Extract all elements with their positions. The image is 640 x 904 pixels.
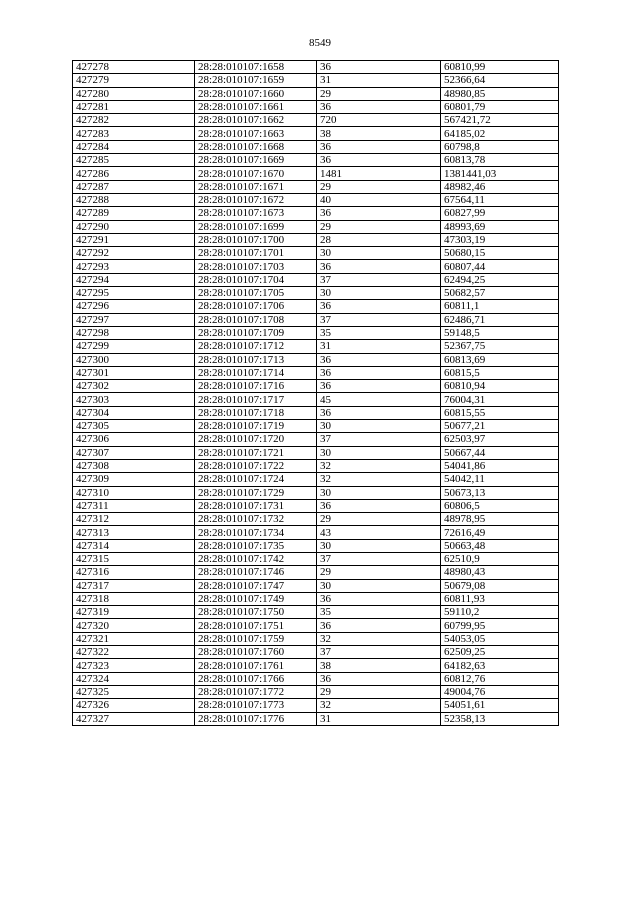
cadastral-number-cell: 28:28:010107:1704 — [195, 273, 317, 286]
value-cell: 64182,63 — [441, 659, 559, 672]
cadastral-number-cell: 28:28:010107:1729 — [195, 486, 317, 499]
row-number-cell: 427298 — [73, 326, 195, 339]
area-cell: 36 — [317, 619, 441, 632]
area-cell: 36 — [317, 366, 441, 379]
row-number-cell: 427309 — [73, 473, 195, 486]
cadastral-number-cell: 28:28:010107:1751 — [195, 619, 317, 632]
area-cell: 37 — [317, 433, 441, 446]
value-cell: 60801,79 — [441, 100, 559, 113]
cadastral-number-cell: 28:28:010107:1662 — [195, 114, 317, 127]
value-cell: 60806,5 — [441, 499, 559, 512]
row-number-cell: 427293 — [73, 260, 195, 273]
row-number-cell: 427319 — [73, 606, 195, 619]
table-row — [73, 326, 559, 339]
row-number-cell: 427288 — [73, 193, 195, 206]
value-cell: 76004,31 — [441, 393, 559, 406]
table-row — [73, 300, 559, 313]
table-row — [73, 499, 559, 512]
value-cell: 47303,19 — [441, 233, 559, 246]
area-cell: 37 — [317, 646, 441, 659]
value-cell: 60813,69 — [441, 353, 559, 366]
area-cell: 29 — [317, 566, 441, 579]
cadastral-number-cell: 28:28:010107:1660 — [195, 87, 317, 100]
table-row — [73, 672, 559, 685]
table-row — [73, 579, 559, 592]
area-cell: 38 — [317, 127, 441, 140]
area-cell: 29 — [317, 220, 441, 233]
table-row — [73, 393, 559, 406]
value-cell: 60811,1 — [441, 300, 559, 313]
area-cell: 30 — [317, 486, 441, 499]
row-number-cell: 427303 — [73, 393, 195, 406]
row-number-cell: 427326 — [73, 699, 195, 712]
area-cell: 31 — [317, 340, 441, 353]
area-cell: 30 — [317, 539, 441, 552]
table-row — [73, 619, 559, 632]
row-number-cell: 427325 — [73, 685, 195, 698]
table-row — [73, 646, 559, 659]
value-cell: 52358,13 — [441, 712, 559, 725]
value-cell: 49004,76 — [441, 685, 559, 698]
row-number-cell: 427302 — [73, 380, 195, 393]
cadastral-number-cell: 28:28:010107:1742 — [195, 552, 317, 565]
row-number-cell: 427283 — [73, 127, 195, 140]
value-cell: 60811,93 — [441, 592, 559, 605]
cadastral-number-cell: 28:28:010107:1734 — [195, 526, 317, 539]
cadastral-number-cell: 28:28:010107:1747 — [195, 579, 317, 592]
row-number-cell: 427304 — [73, 406, 195, 419]
cadastral-number-cell: 28:28:010107:1732 — [195, 513, 317, 526]
cadastral-number-cell: 28:28:010107:1773 — [195, 699, 317, 712]
cadastral-number-cell: 28:28:010107:1673 — [195, 207, 317, 220]
cadastral-number-cell: 28:28:010107:1716 — [195, 380, 317, 393]
cadastral-number-cell: 28:28:010107:1766 — [195, 672, 317, 685]
row-number-cell: 427285 — [73, 154, 195, 167]
table-row — [73, 459, 559, 472]
table-row — [73, 154, 559, 167]
row-number-cell: 427320 — [73, 619, 195, 632]
row-number-cell: 427291 — [73, 233, 195, 246]
cadastral-number-cell: 28:28:010107:1663 — [195, 127, 317, 140]
table-row — [73, 552, 559, 565]
table-row — [73, 287, 559, 300]
row-number-cell: 427295 — [73, 287, 195, 300]
area-cell: 32 — [317, 459, 441, 472]
area-cell: 36 — [317, 380, 441, 393]
table-body — [73, 61, 559, 726]
value-cell: 60798,8 — [441, 140, 559, 153]
row-number-cell: 427305 — [73, 420, 195, 433]
row-number-cell: 427327 — [73, 712, 195, 725]
table-row — [73, 100, 559, 113]
area-cell: 36 — [317, 207, 441, 220]
table-row — [73, 433, 559, 446]
table-row — [73, 140, 559, 153]
value-cell: 62510,9 — [441, 552, 559, 565]
row-number-cell: 427282 — [73, 114, 195, 127]
area-cell: 36 — [317, 672, 441, 685]
area-cell: 36 — [317, 406, 441, 419]
cadastral-number-cell: 28:28:010107:1670 — [195, 167, 317, 180]
value-cell: 60807,44 — [441, 260, 559, 273]
area-cell: 32 — [317, 473, 441, 486]
cadastral-number-cell: 28:28:010107:1708 — [195, 313, 317, 326]
row-number-cell: 427286 — [73, 167, 195, 180]
table-row — [73, 420, 559, 433]
value-cell: 52366,64 — [441, 74, 559, 87]
value-cell: 60799,95 — [441, 619, 559, 632]
area-cell: 38 — [317, 659, 441, 672]
row-number-cell: 427308 — [73, 459, 195, 472]
value-cell: 60810,99 — [441, 61, 559, 74]
row-number-cell: 427318 — [73, 592, 195, 605]
value-cell: 60813,78 — [441, 154, 559, 167]
value-cell: 60812,76 — [441, 672, 559, 685]
cadastral-number-cell: 28:28:010107:1703 — [195, 260, 317, 273]
value-cell: 50680,15 — [441, 247, 559, 260]
value-cell: 48978,95 — [441, 513, 559, 526]
table-row — [73, 114, 559, 127]
cadastral-number-cell: 28:28:010107:1721 — [195, 446, 317, 459]
cadastral-number-cell: 28:28:010107:1772 — [195, 685, 317, 698]
row-number-cell: 427299 — [73, 340, 195, 353]
cadastral-number-cell: 28:28:010107:1699 — [195, 220, 317, 233]
area-cell: 30 — [317, 247, 441, 260]
cadastral-number-cell: 28:28:010107:1661 — [195, 100, 317, 113]
value-cell: 50682,57 — [441, 287, 559, 300]
row-number-cell: 427311 — [73, 499, 195, 512]
cadastral-number-cell: 28:28:010107:1701 — [195, 247, 317, 260]
area-cell: 45 — [317, 393, 441, 406]
row-number-cell: 427290 — [73, 220, 195, 233]
value-cell: 48980,43 — [441, 566, 559, 579]
row-number-cell: 427313 — [73, 526, 195, 539]
area-cell: 36 — [317, 592, 441, 605]
area-cell: 32 — [317, 632, 441, 645]
table-row — [73, 353, 559, 366]
cadastral-number-cell: 28:28:010107:1659 — [195, 74, 317, 87]
cadastral-number-cell: 28:28:010107:1713 — [195, 353, 317, 366]
value-cell: 54042,11 — [441, 473, 559, 486]
row-number-cell: 427279 — [73, 74, 195, 87]
cadastral-number-cell: 28:28:010107:1712 — [195, 340, 317, 353]
table-row — [73, 526, 559, 539]
area-cell: 36 — [317, 353, 441, 366]
value-cell: 48982,46 — [441, 180, 559, 193]
cadastral-number-cell: 28:28:010107:1658 — [195, 61, 317, 74]
table-row — [73, 592, 559, 605]
table-row — [73, 260, 559, 273]
area-cell: 29 — [317, 87, 441, 100]
table-row — [73, 366, 559, 379]
area-cell: 37 — [317, 552, 441, 565]
cadastral-number-cell: 28:28:010107:1709 — [195, 326, 317, 339]
row-number-cell: 427301 — [73, 366, 195, 379]
area-cell: 43 — [317, 526, 441, 539]
value-cell: 54051,61 — [441, 699, 559, 712]
area-cell: 30 — [317, 287, 441, 300]
area-cell: 720 — [317, 114, 441, 127]
cadastral-number-cell: 28:28:010107:1714 — [195, 366, 317, 379]
page-number: 8549 — [309, 37, 331, 49]
table-row — [73, 446, 559, 459]
value-cell: 67564,11 — [441, 193, 559, 206]
cadastral-number-cell: 28:28:010107:1717 — [195, 393, 317, 406]
cadastral-number-cell: 28:28:010107:1722 — [195, 459, 317, 472]
table-row — [73, 207, 559, 220]
area-cell: 30 — [317, 446, 441, 459]
area-cell: 40 — [317, 193, 441, 206]
area-cell: 36 — [317, 499, 441, 512]
cadastral-number-cell: 28:28:010107:1746 — [195, 566, 317, 579]
cadastral-number-cell: 28:28:010107:1760 — [195, 646, 317, 659]
area-cell: 36 — [317, 100, 441, 113]
table-row — [73, 659, 559, 672]
cadastral-number-cell: 28:28:010107:1776 — [195, 712, 317, 725]
table-row — [73, 606, 559, 619]
area-cell: 37 — [317, 273, 441, 286]
table-row — [73, 193, 559, 206]
value-cell: 62486,71 — [441, 313, 559, 326]
table-row — [73, 712, 559, 725]
table-row — [73, 87, 559, 100]
value-cell: 54053,05 — [441, 632, 559, 645]
value-cell: 1381441,03 — [441, 167, 559, 180]
value-cell: 62509,25 — [441, 646, 559, 659]
table-row — [73, 340, 559, 353]
value-cell: 62494,25 — [441, 273, 559, 286]
value-cell: 62503,97 — [441, 433, 559, 446]
cadastral-number-cell: 28:28:010107:1735 — [195, 539, 317, 552]
value-cell: 50677,21 — [441, 420, 559, 433]
row-number-cell: 427296 — [73, 300, 195, 313]
table-row — [73, 473, 559, 486]
row-number-cell: 427321 — [73, 632, 195, 645]
value-cell: 567421,72 — [441, 114, 559, 127]
area-cell: 36 — [317, 260, 441, 273]
value-cell: 50663,48 — [441, 539, 559, 552]
cadastral-number-cell: 28:28:010107:1706 — [195, 300, 317, 313]
table-row — [73, 539, 559, 552]
cadastral-number-cell: 28:28:010107:1731 — [195, 499, 317, 512]
table-row — [73, 632, 559, 645]
table-row — [73, 486, 559, 499]
row-number-cell: 427315 — [73, 552, 195, 565]
table-row — [73, 247, 559, 260]
row-number-cell: 427281 — [73, 100, 195, 113]
value-cell: 72616,49 — [441, 526, 559, 539]
row-number-cell: 427284 — [73, 140, 195, 153]
area-cell: 30 — [317, 579, 441, 592]
area-cell: 28 — [317, 233, 441, 246]
row-number-cell: 427289 — [73, 207, 195, 220]
value-cell: 59148,5 — [441, 326, 559, 339]
table-row — [73, 273, 559, 286]
table-row — [73, 167, 559, 180]
row-number-cell: 427294 — [73, 273, 195, 286]
table-row — [73, 699, 559, 712]
table-row — [73, 513, 559, 526]
area-cell: 29 — [317, 513, 441, 526]
cadastral-number-cell: 28:28:010107:1669 — [195, 154, 317, 167]
data-table — [72, 60, 559, 726]
area-cell: 36 — [317, 154, 441, 167]
table-row — [73, 61, 559, 74]
cadastral-number-cell: 28:28:010107:1672 — [195, 193, 317, 206]
value-cell: 60810,94 — [441, 380, 559, 393]
row-number-cell: 427292 — [73, 247, 195, 260]
value-cell: 48993,69 — [441, 220, 559, 233]
area-cell: 35 — [317, 606, 441, 619]
area-cell: 1481 — [317, 167, 441, 180]
cadastral-number-cell: 28:28:010107:1724 — [195, 473, 317, 486]
row-number-cell: 427297 — [73, 313, 195, 326]
table-row — [73, 380, 559, 393]
row-number-cell: 427323 — [73, 659, 195, 672]
table-row — [73, 220, 559, 233]
value-cell: 52367,75 — [441, 340, 559, 353]
value-cell: 50667,44 — [441, 446, 559, 459]
row-number-cell: 427314 — [73, 539, 195, 552]
cadastral-number-cell: 28:28:010107:1720 — [195, 433, 317, 446]
area-cell: 31 — [317, 712, 441, 725]
value-cell: 48980,85 — [441, 87, 559, 100]
value-cell: 50679,08 — [441, 579, 559, 592]
area-cell: 36 — [317, 300, 441, 313]
value-cell: 60827,99 — [441, 207, 559, 220]
cadastral-number-cell: 28:28:010107:1761 — [195, 659, 317, 672]
value-cell: 60815,5 — [441, 366, 559, 379]
area-cell: 32 — [317, 699, 441, 712]
cadastral-number-cell: 28:28:010107:1700 — [195, 233, 317, 246]
row-number-cell: 427307 — [73, 446, 195, 459]
cadastral-number-cell: 28:28:010107:1718 — [195, 406, 317, 419]
value-cell: 64185,02 — [441, 127, 559, 140]
row-number-cell: 427300 — [73, 353, 195, 366]
cadastral-number-cell: 28:28:010107:1668 — [195, 140, 317, 153]
area-cell: 29 — [317, 180, 441, 193]
area-cell: 29 — [317, 685, 441, 698]
value-cell: 60815,55 — [441, 406, 559, 419]
area-cell: 36 — [317, 140, 441, 153]
cadastral-number-cell: 28:28:010107:1705 — [195, 287, 317, 300]
cadastral-number-cell: 28:28:010107:1750 — [195, 606, 317, 619]
row-number-cell: 427306 — [73, 433, 195, 446]
area-cell: 37 — [317, 313, 441, 326]
cadastral-number-cell: 28:28:010107:1759 — [195, 632, 317, 645]
row-number-cell: 427287 — [73, 180, 195, 193]
cadastral-number-cell: 28:28:010107:1719 — [195, 420, 317, 433]
area-cell: 30 — [317, 420, 441, 433]
area-cell: 35 — [317, 326, 441, 339]
row-number-cell: 427322 — [73, 646, 195, 659]
row-number-cell: 427280 — [73, 87, 195, 100]
row-number-cell: 427324 — [73, 672, 195, 685]
table-row — [73, 233, 559, 246]
area-cell: 36 — [317, 61, 441, 74]
table-row — [73, 313, 559, 326]
table-row — [73, 127, 559, 140]
row-number-cell: 427317 — [73, 579, 195, 592]
row-number-cell: 427310 — [73, 486, 195, 499]
cadastral-number-cell: 28:28:010107:1671 — [195, 180, 317, 193]
row-number-cell: 427312 — [73, 513, 195, 526]
table-row — [73, 74, 559, 87]
row-number-cell: 427278 — [73, 61, 195, 74]
cadastral-number-cell: 28:28:010107:1749 — [195, 592, 317, 605]
row-number-cell: 427316 — [73, 566, 195, 579]
area-cell: 31 — [317, 74, 441, 87]
value-cell: 54041,86 — [441, 459, 559, 472]
table-row — [73, 566, 559, 579]
table-row — [73, 406, 559, 419]
table-row — [73, 180, 559, 193]
value-cell: 50673,13 — [441, 486, 559, 499]
value-cell: 59110,2 — [441, 606, 559, 619]
table-row — [73, 685, 559, 698]
